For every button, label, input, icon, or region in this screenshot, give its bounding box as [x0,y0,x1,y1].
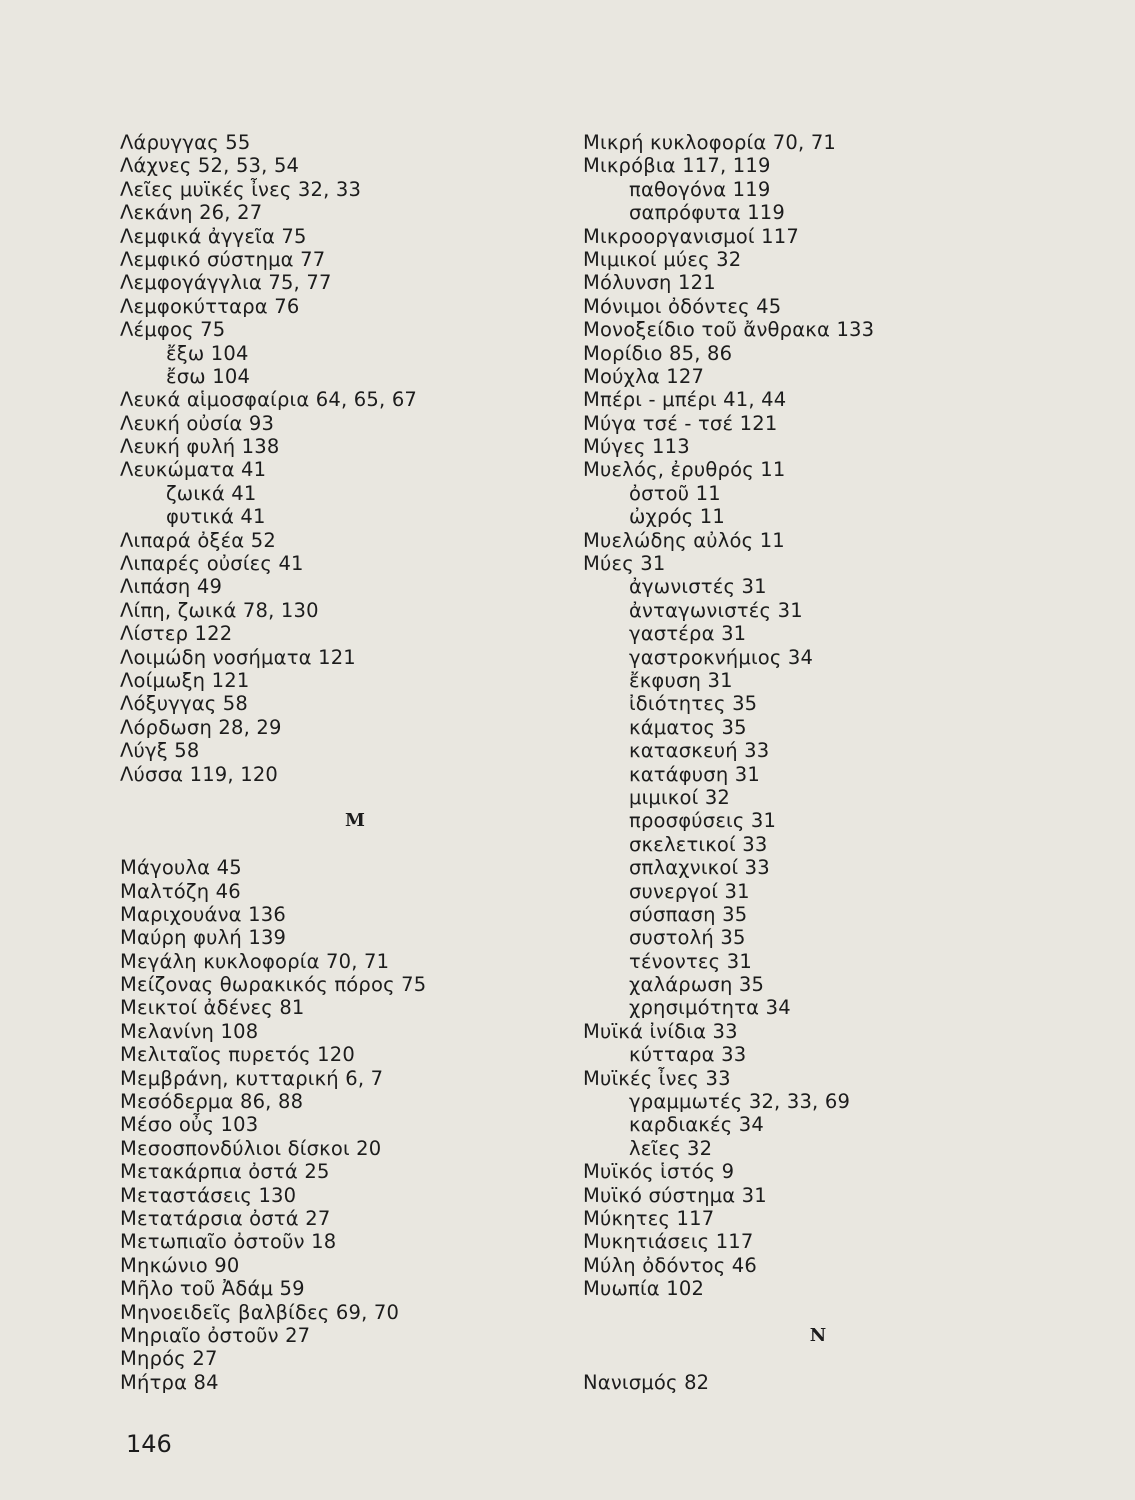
index-subentry: κατάφυση 31 [629,762,761,786]
index-entry: Μύλη ὀδόντος 46 [583,1253,758,1277]
index-entry: Λεμφογάγγλια 75, 77 [120,271,332,295]
index-entry: Μόλυνση 121 [583,271,716,295]
index-subentry: κατασκευή 33 [629,739,770,763]
index-entry: Μάγουλα 45 [120,856,242,880]
index-entry: Λεμφικό σύστημα 77 [120,247,326,271]
index-entry: Λύσσα 119, 120 [120,762,279,786]
index-entry: Μυελώδης αὐλός 11 [583,528,785,552]
index-entry: Μικρόβια 117, 119 [583,154,771,178]
section-letter: N [809,1324,827,1346]
index-entry: Μυϊκές ἶνες 33 [583,1066,731,1090]
index-entry: Μυκητιάσεις 117 [583,1230,754,1254]
spacer [583,1347,1053,1370]
index-subentry: χαλάρωση 35 [629,973,765,997]
index-subentry: σύσπαση 35 [629,902,748,926]
index-entry: Λέμφος 75 [120,318,226,342]
index-entry: Λίστερ 122 [120,622,233,646]
index-entry: Λευκή φυλή 138 [120,435,280,459]
index-subentry: ἔσω 104 [166,364,251,388]
index-entry: Λάρυγγας 55 [120,131,251,154]
index-subentry: ἀνταγωνιστές 31 [629,598,803,622]
index-entry: Μιμικοί μύες 32 [583,247,742,271]
index-entry: Μυϊκό σύστημα 31 [583,1183,767,1207]
index-subentry: καρδιακές 34 [629,1113,764,1137]
index-entry: Λύγξ 58 [120,739,200,763]
index-entry: Μόνιμοι ὀδόντες 45 [583,294,782,318]
index-entry: Λευκή οὐσία 93 [120,411,275,435]
page-number: 146 [126,1430,172,1458]
index-entry: Μήτρα 84 [120,1370,219,1394]
index-entry: Λεῖες μυϊκές ἶνες 32, 33 [120,177,362,201]
index-entry: Μύκητες 117 [583,1206,715,1230]
index-entry: Μεικτοί ἀδένες 81 [120,996,305,1020]
index-subentry: σκελετικοί 33 [629,832,768,856]
index-entry: Μηριαῖο ὀστοῦν 27 [120,1323,311,1347]
index-entry: Μεταστάσεις 130 [120,1183,297,1207]
index-subentry: ἔκφυση 31 [629,668,733,692]
index-entry: Μαλτόζη 46 [120,879,241,903]
spacer [120,833,590,856]
index-subentry: συνεργοί 31 [629,879,750,903]
index-entry: Μαριχουάνα 136 [120,902,286,926]
index-entry: Μῆλο τοῦ Ἀδάμ 59 [120,1277,305,1301]
index-subentry: λεῖες 32 [629,1136,713,1160]
index-entry: Μυελός, ἐρυθρός 11 [583,458,786,482]
index-entry: Μεμβράνη, κυτταρική 6, 7 [120,1066,384,1090]
index-subentry: σπλαχνικοί 33 [629,856,770,880]
index-entry: Μείζονας θωρακικός πόρος 75 [120,973,427,997]
index-entry: Μαύρη φυλή 139 [120,926,287,950]
index-subentry: προσφύσεις 31 [629,809,777,833]
index-subentry: παθογόνα 119 [629,177,771,201]
index-subentry: κάματος 35 [629,715,747,739]
index-entry: Λάχνες 52, 53, 54 [120,154,300,178]
index-subentry: γραμμωτές 32, 33, 69 [629,1090,851,1114]
index-entry: Λιπαρές οὐσίες 41 [120,552,304,576]
index-entry: Μετωπιαῖο ὀστοῦν 18 [120,1230,337,1254]
index-entry: Νανισμός 82 [583,1370,710,1394]
index-entry: Μηνοειδεῖς βαλβίδες 69, 70 [120,1300,400,1324]
index-entry: Μικροοργανισμοί 117 [583,224,799,248]
index-entry: Μηρός 27 [120,1347,218,1371]
index-entry: Λόρδωση 28, 29 [120,715,282,739]
index-entry: Μύγα τσέ - τσέ 121 [583,411,778,435]
index-entry: Λεμφοκύτταρα 76 [120,294,300,318]
index-entry: Λευκώματα 41 [120,458,267,482]
index-column-right [583,131,1053,1394]
index-column-left [120,131,590,1394]
index-entry: Λιπαρά ὀξέα 52 [120,528,276,552]
index-entry: Μικρή κυκλοφορία 70, 71 [583,131,837,154]
section-letter: M [345,810,365,832]
index-entry: Μορίδιο 85, 86 [583,341,733,365]
index-subentry: μιμικοί 32 [629,785,731,809]
index-entry: Μετακάρπια ὀστά 25 [120,1160,330,1184]
spacer [583,1301,1053,1324]
index-entry: Λοιμώδη νοσήματα 121 [120,645,356,669]
index-subentry: ἔξω 104 [166,341,249,365]
index-entry: Μπέρι - μπέρι 41, 44 [583,388,787,412]
index-entry: Λευκά αἱμοσφαίρια 64, 65, 67 [120,388,418,412]
index-entry: Μυϊκός ἱστός 9 [583,1160,735,1184]
index-entry: Μυϊκά ἰνίδια 33 [583,1019,738,1043]
index-entry: Μελιταῖος πυρετός 120 [120,1043,355,1067]
index-subentry: συστολή 35 [629,926,746,950]
index-entry: Λιπάση 49 [120,575,223,599]
index-subentry: κύτταρα 33 [629,1043,747,1067]
index-entry: Λοίμωξη 121 [120,668,250,692]
index-entry: Μετατάρσια ὀστά 27 [120,1206,331,1230]
index-entry: Μεσόδερμα 86, 88 [120,1090,304,1114]
index-entry: Μηκώνιο 90 [120,1253,240,1277]
index-subentry: τένοντες 31 [629,949,752,973]
spacer [120,786,590,809]
index-entry: Λίπη, ζωικά 78, 130 [120,598,319,622]
index-entry: Μονοξείδιο τοῦ ἄνθρακα 133 [583,318,875,342]
index-subentry: φυτικά 41 [166,505,266,529]
index-entry: Μεγάλη κυκλοφορία 70, 71 [120,949,390,973]
index-subentry: χρησιμότητα 34 [629,996,791,1020]
index-subentry: ὀστοῦ 11 [629,481,721,505]
index-entry: Λεμφικά ἀγγεῖα 75 [120,224,307,248]
index-entry: Μύγες 113 [583,435,690,459]
index-entry: Λεκάνη 26, 27 [120,201,263,225]
index-subentry: ἀγωνιστές 31 [629,575,767,599]
index-subentry: σαπρόφυτα 119 [629,201,786,225]
index-entry: Λόξυγγας 58 [120,692,249,716]
index-subentry: γαστέρα 31 [629,622,747,646]
index-entry: Μέσο οὖς 103 [120,1113,259,1137]
index-entry: Μυωπία 102 [583,1277,705,1301]
index-subentry: ζωικά 41 [166,481,257,505]
index-subentry: ὠχρός 11 [629,505,725,529]
index-entry: Μεσοσπονδύλιοι δίσκοι 20 [120,1136,382,1160]
index-entry: Μύες 31 [583,552,666,576]
index-subentry: ἰδιότητες 35 [629,692,758,716]
index-entry: Μούχλα 127 [583,364,705,388]
index-subentry: γαστροκνήμιος 34 [629,645,814,669]
index-entry: Μελανίνη 108 [120,1019,259,1043]
